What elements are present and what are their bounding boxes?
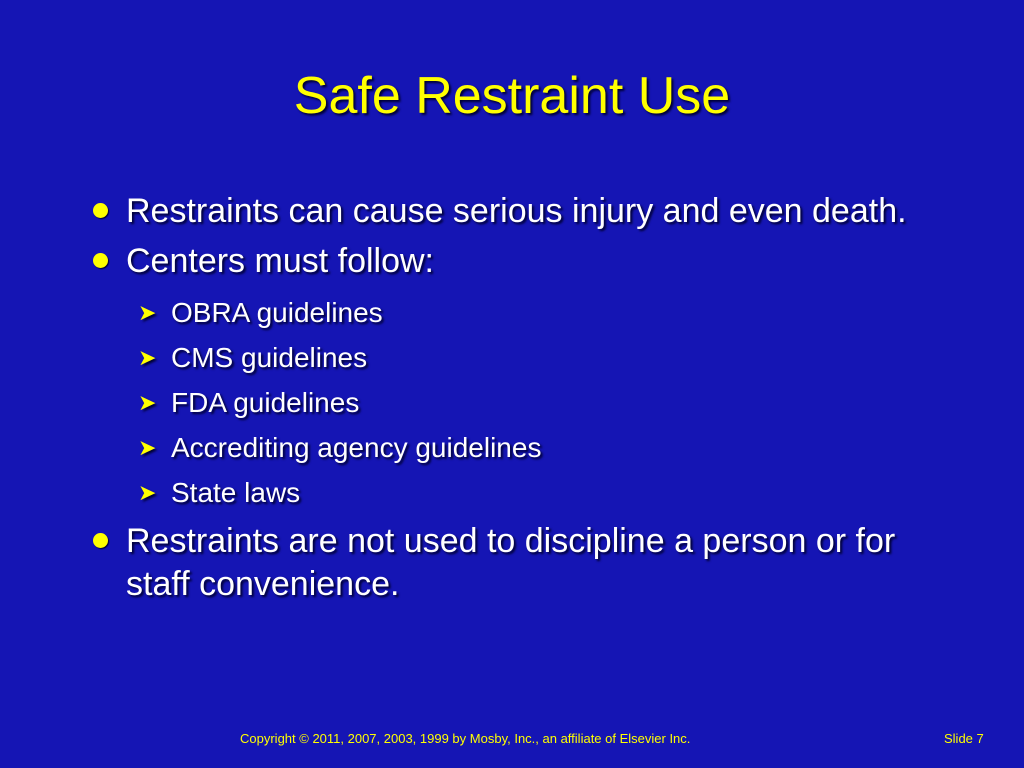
bullet-dot-icon (93, 253, 108, 268)
sub-bullet-item (90, 470, 950, 515)
sub-bullet-text: CMS guidelines (171, 342, 368, 373)
sub-bullet-item (90, 380, 950, 425)
slide-footer (0, 731, 1024, 751)
bullet-item (90, 190, 950, 233)
slide-number: Slide 7 (944, 731, 984, 746)
sub-bullet-text: Accrediting agency guidelines (171, 432, 542, 463)
slide-title: Safe Restraint Use (293, 67, 731, 125)
sub-bullet-text: OBRA guidelines (171, 297, 383, 328)
sub-bullet-text: State laws (171, 477, 301, 508)
copyright-notice: Copyright © 2011, 2007, 2003, 1999 by Mosby, Inc., an affiliate of Elsevier Inc. (240, 731, 691, 746)
sub-bullet-item (90, 335, 950, 380)
bullet-text: Restraints can cause serious injury and even death. (126, 192, 907, 230)
sub-bullet-text: FDA guidelines (171, 387, 360, 418)
bullet-text: Centers must follow: (126, 242, 434, 280)
sub-bullet-item (90, 290, 950, 335)
bullet-dot-icon (93, 533, 108, 548)
slide-body (90, 190, 950, 613)
arrowhead-right-icon: ➤ (138, 390, 157, 415)
arrowhead-right-icon: ➤ (138, 300, 157, 325)
arrowhead-right-icon: ➤ (138, 480, 157, 505)
sub-bullet-list (90, 290, 950, 515)
bullet-dot-icon (93, 203, 108, 218)
arrowhead-right-icon: ➤ (138, 435, 157, 460)
bullet-item (90, 240, 950, 283)
sub-bullet-item (90, 425, 950, 470)
bullet-item (90, 520, 950, 606)
bullet-text: Restraints are not used to discipline a person or for staff convenience. (126, 522, 896, 603)
arrowhead-right-icon: ➤ (138, 345, 157, 370)
